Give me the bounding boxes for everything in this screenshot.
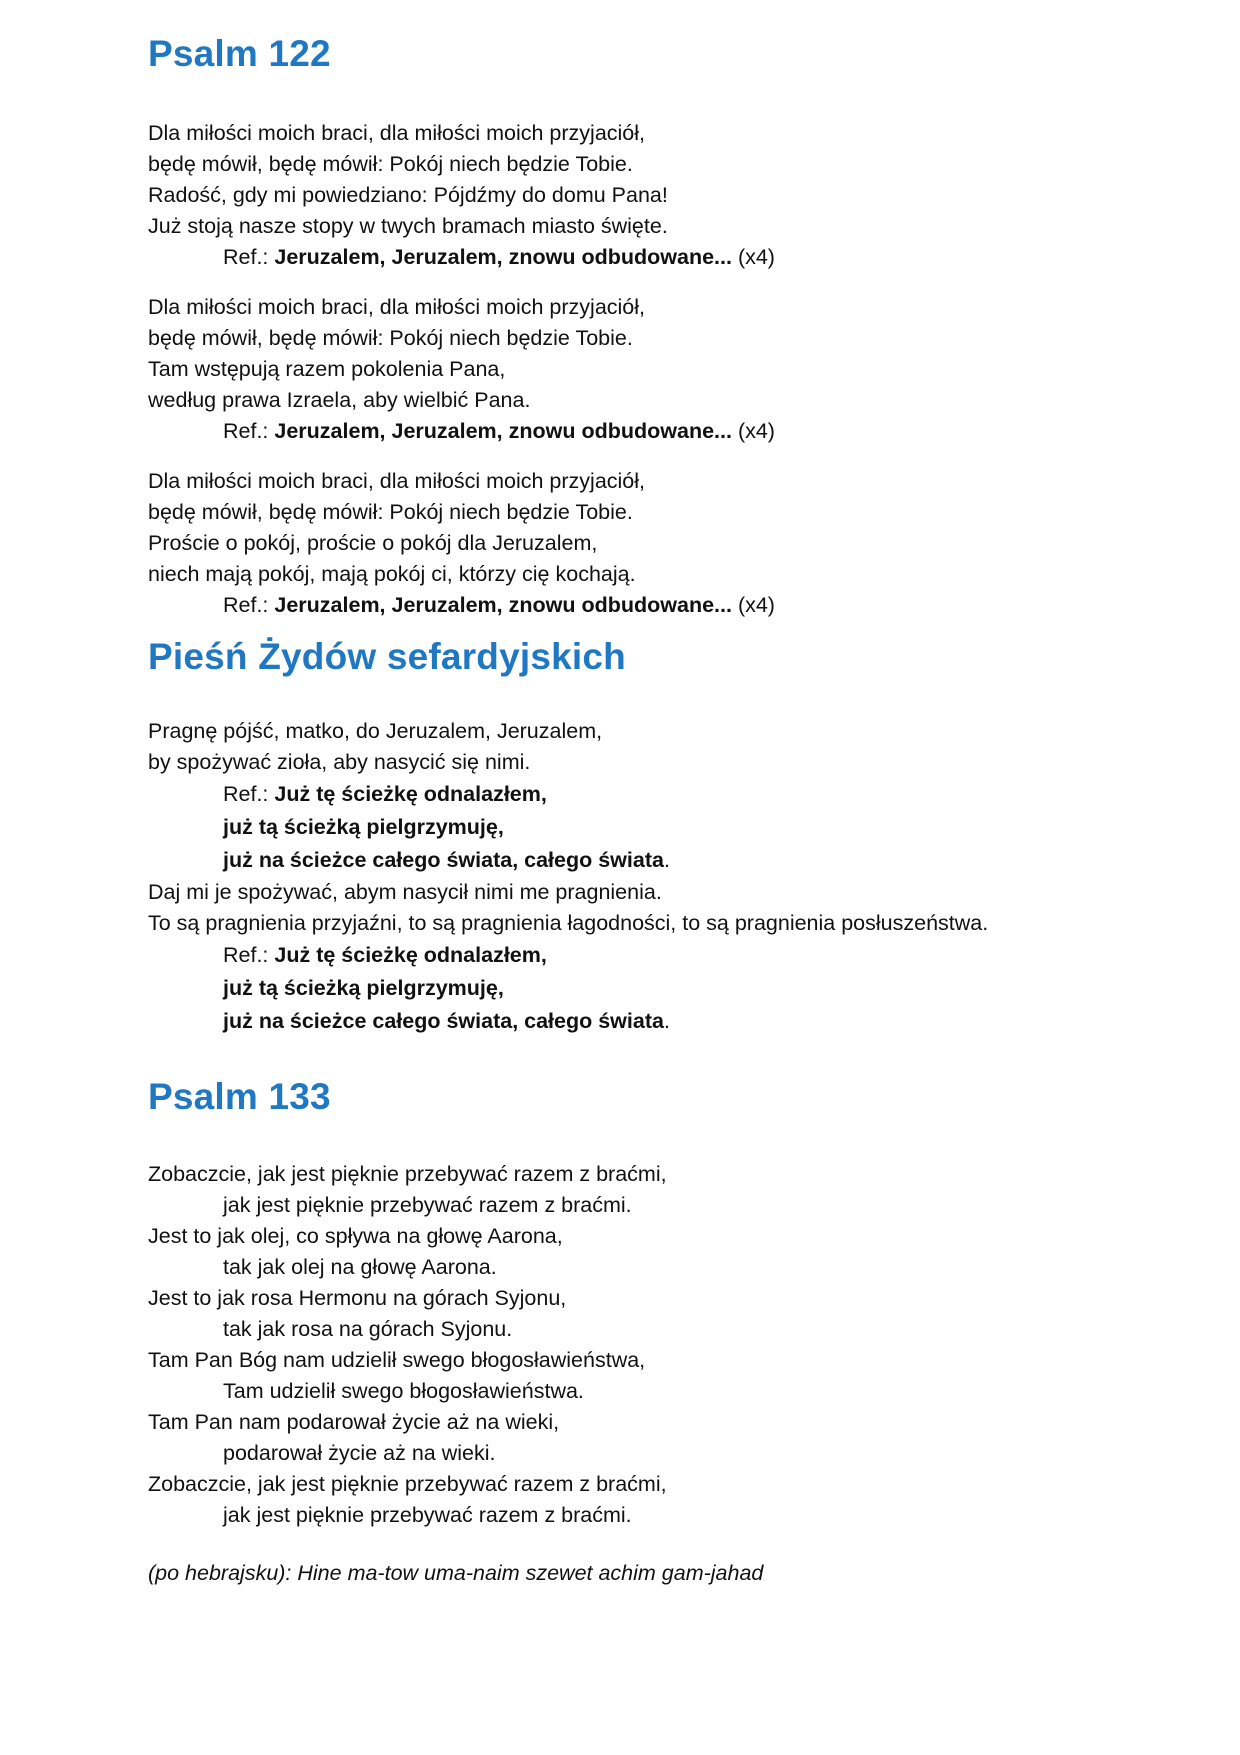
refrain-line: już tą ścieżką pielgrzymuję, [223, 815, 504, 839]
verse-line: Dla miłości moich braci, dla miłości moich przyjaciół, [148, 121, 646, 145]
refrain-text: Jeruzalem, Jeruzalem, znowu odbudowane... [274, 419, 732, 443]
verse-line-indented: podarował życie aż na wieki. [223, 1441, 496, 1465]
refrain-line: już tą ścieżką pielgrzymuję, [223, 976, 504, 1000]
refrain-line [148, 416, 1148, 447]
verse-line: Pragnę pójść, matko, do Jeruzalem, Jeruzalem, [148, 719, 603, 743]
verse-line: Tam Pan nam podarował życie aż na wieki, [148, 1410, 560, 1434]
verse-line-indented: tak jak rosa na górach Syjonu. [223, 1317, 513, 1341]
verse-line: będę mówił, będę mówił: Pokój niech będzie Tobie. [148, 152, 633, 176]
verse-line: Już stoją nasze stopy w twych bramach miasto święte. [148, 214, 668, 238]
verse-line-indented: jak jest pięknie przebywać razem z braćmi. [223, 1193, 632, 1217]
verse-line: Daj mi je spożywać, abym nasycił nimi me pragnienia. [148, 880, 662, 904]
verse-line: Jest to jak rosa Hermonu na górach Syjonu, [148, 1286, 567, 1310]
refrain-line [148, 1005, 1148, 1038]
verse-line: Dla miłości moich braci, dla miłości moich przyjaciół, [148, 295, 646, 319]
verse-line: niech mają pokój, mają pokój ci, którzy cię kochają. [148, 562, 636, 586]
verse-line: Jest to jak olej, co spływa na głowę Aarona, [148, 1224, 563, 1248]
refrain-text: Już tę ścieżkę odnalazłem, [274, 943, 547, 967]
refrain-label: Ref.: [223, 593, 275, 617]
verse-line: Dla miłości moich braci, dla miłości moich przyjaciół, [148, 469, 646, 493]
verse-line: Proście o pokój, proście o pokój dla Jeruzalem, [148, 531, 598, 555]
verse-line: Zobaczcie, jak jest pięknie przebywać razem z braćmi, [148, 1472, 667, 1496]
refrain-text: Już tę ścieżkę odnalazłem, [274, 782, 547, 806]
refrain-line [148, 844, 1148, 877]
psalm-122-title: Psalm 122 [148, 33, 331, 74]
psalm-122-verse-1 [148, 118, 1148, 273]
verse-line-indented: tak jak olej na głowę Aarona. [223, 1255, 497, 1279]
sephardic-song-title: Pieśń Żydów sefardyjskich [148, 636, 626, 677]
refrain-label: Ref.: [223, 943, 275, 967]
document-page [148, 28, 1148, 1589]
refrain-suffix: (x4) [731, 245, 775, 269]
verse-line: Tam wstępują razem pokolenia Pana, [148, 357, 506, 381]
verse-line: Radość, gdy mi powiedziano: Pójdźmy do domu Pana! [148, 183, 668, 207]
psalm-122-verse-3 [148, 466, 1148, 621]
refrain-line [148, 778, 1148, 811]
refrain-line [148, 242, 1148, 273]
verse-line: według prawa Izraela, aby wielbić Pana. [148, 388, 531, 412]
refrain-text: Jeruzalem, Jeruzalem, znowu odbudowane... [274, 593, 732, 617]
sephardic-song-body [148, 716, 1148, 1038]
verse-line: To są pragnienia przyjaźni, to są pragnienia łagodności, to są pragnienia posłuszeństwa. [148, 911, 989, 935]
verse-line-indented: jak jest pięknie przebywać razem z braćmi. [223, 1503, 632, 1527]
refrain-suffix: (x4) [731, 593, 775, 617]
refrain-text: już na ścieżce całego świata, całego świata [223, 1009, 664, 1033]
hebrew-transliteration: (po hebrajsku): Hine ma-tow uma-naim szewet achim gam-jahad [148, 1561, 764, 1585]
refrain-label: Ref.: [223, 245, 275, 269]
psalm-122-verse-2 [148, 292, 1148, 447]
verse-line: Zobaczcie, jak jest pięknie przebywać razem z braćmi, [148, 1162, 667, 1186]
refrain-period: . [663, 1009, 670, 1033]
refrain-label: Ref.: [223, 782, 275, 806]
hebrew-note [148, 1558, 1148, 1589]
refrain-period: . [663, 848, 670, 872]
verse-line-indented: Tam udzielił swego błogosławieństwa. [223, 1379, 584, 1403]
refrain-line [148, 939, 1148, 972]
refrain-suffix: (x4) [731, 419, 775, 443]
refrain-label: Ref.: [223, 419, 275, 443]
refrain-text: Jeruzalem, Jeruzalem, znowu odbudowane... [274, 245, 732, 269]
verse-line: Tam Pan Bóg nam udzielił swego błogosławieństwa, [148, 1348, 646, 1372]
psalm-133-body [148, 1159, 1148, 1531]
refrain-text: już na ścieżce całego świata, całego świata [223, 848, 664, 872]
verse-line: będę mówił, będę mówił: Pokój niech będzie Tobie. [148, 500, 633, 524]
psalm-133-title: Psalm 133 [148, 1076, 331, 1117]
refrain-line [148, 590, 1148, 621]
verse-line: by spożywać zioła, aby nasycić się nimi. [148, 750, 531, 774]
verse-line: będę mówił, będę mówił: Pokój niech będzie Tobie. [148, 326, 633, 350]
